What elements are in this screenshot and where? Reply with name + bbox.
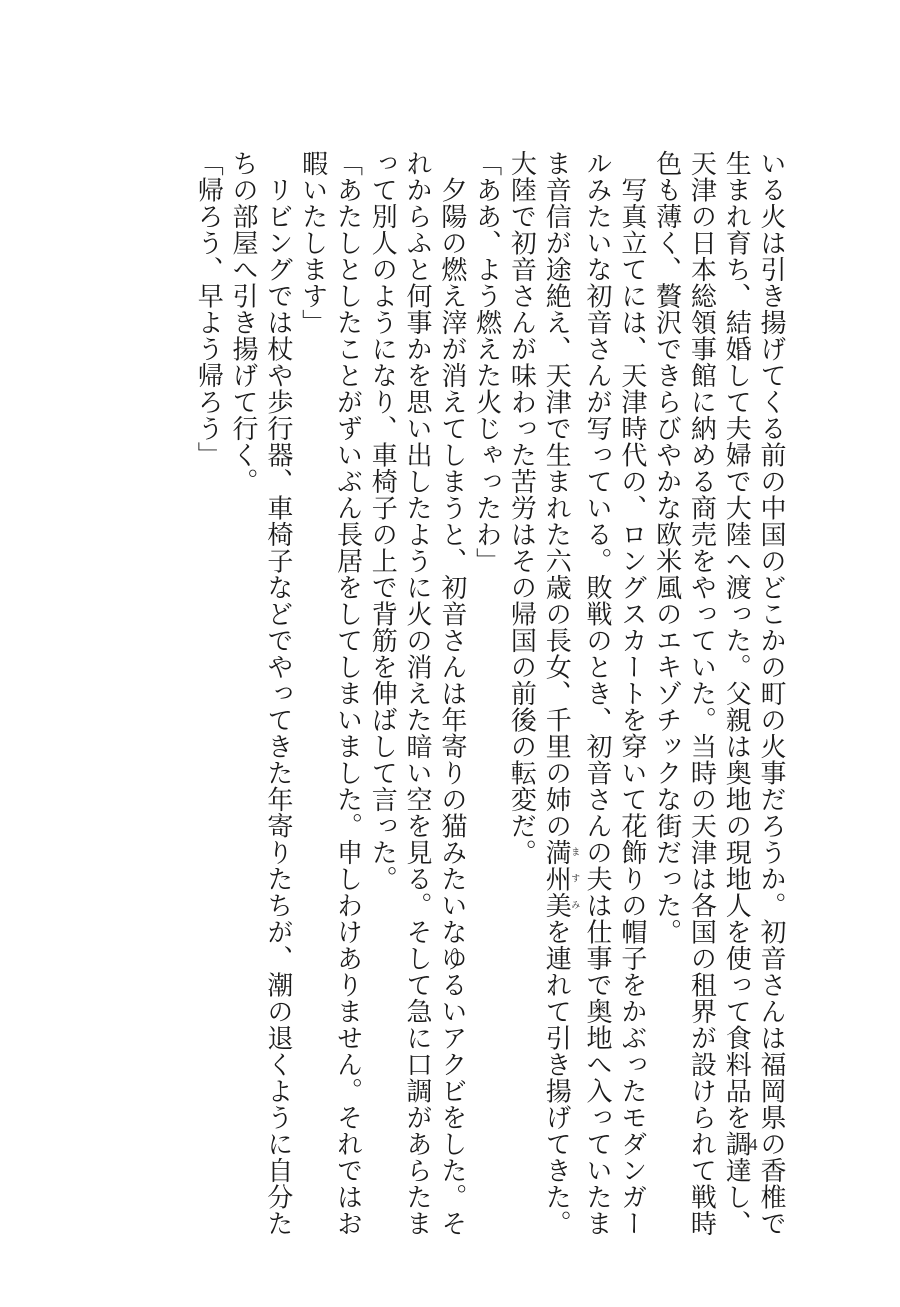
- text-line: れからふと何事かを思い出したように火の消えた暗い空を見る。そして急に口調があらたま: [402, 150, 433, 1237]
- ruby-base: 満州美: [541, 839, 572, 919]
- text-line: 生まれ育ち、結婚して夫婦で大陸へ渡った。父親は奥地の現地人を使って食料品を調達し、: [721, 150, 752, 1237]
- text-segment: を連れて引き揚げてきた。: [541, 918, 572, 1237]
- ruby-annotation: [541, 839, 580, 919]
- text-line: 暇いたします」: [297, 150, 328, 336]
- text-line: 色も薄く、贅沢できらびやかな欧米風のエキゾチックな街だった。: [651, 150, 682, 945]
- text-segment: ま音信が途絶え、天津で生まれた六歳の長女、千里の姉の: [541, 150, 572, 839]
- text-line: 「あたしとしたことがずいぶん長居をしてしまいました。申しわけありません。それではお: [332, 150, 363, 1237]
- text-line: リビングでは杖や歩行器、車椅子などでやってきた年寄りたちが、潮の退くように自分た: [262, 150, 293, 1237]
- text-line: いる火は引き揚げてくる前の中国のどこかの町の火事だろうか。初音さんは福岡県の香椎で: [756, 150, 786, 1237]
- vertical-text-body: [190, 150, 788, 1237]
- text-line: 天津の日本総領事館に納める商売をやっていた。当時の天津は各国の租界が設けられて戦時: [686, 150, 717, 1237]
- text-line: 写真立てには、天津時代の、ロングスカートを穿いて花飾りの帽子をかぶったモダンガー: [616, 150, 647, 1237]
- text-line-with-ruby: [538, 150, 580, 1237]
- text-line: 大陸で初音さんが味わった苦労はその帰国の前後の転変だ。: [506, 150, 537, 866]
- text-line: ルみたいな初音さんが写っている。敗戦のとき、初音さんの夫は仕事で奥地へ入っていたま: [582, 150, 613, 1237]
- text-line: ちの部屋へ引き揚げて行く。: [228, 150, 259, 495]
- text-line: 「ああ、よう燃えた火じゃったわ」: [471, 150, 502, 574]
- text-line: 「帰ろう、早よう帰ろう」: [193, 150, 224, 468]
- page-number: 4: [749, 1135, 758, 1154]
- ruby-reading: ますみ: [569, 839, 580, 919]
- text-line: 夕陽の燃え滓が消えてしまうと、初音さんは年寄りの猫みたいなゆるいアクビをした。そ: [436, 150, 467, 1237]
- text-line: って別人のようになり、車椅子の上で背筋を伸ばして言った。: [367, 150, 398, 892]
